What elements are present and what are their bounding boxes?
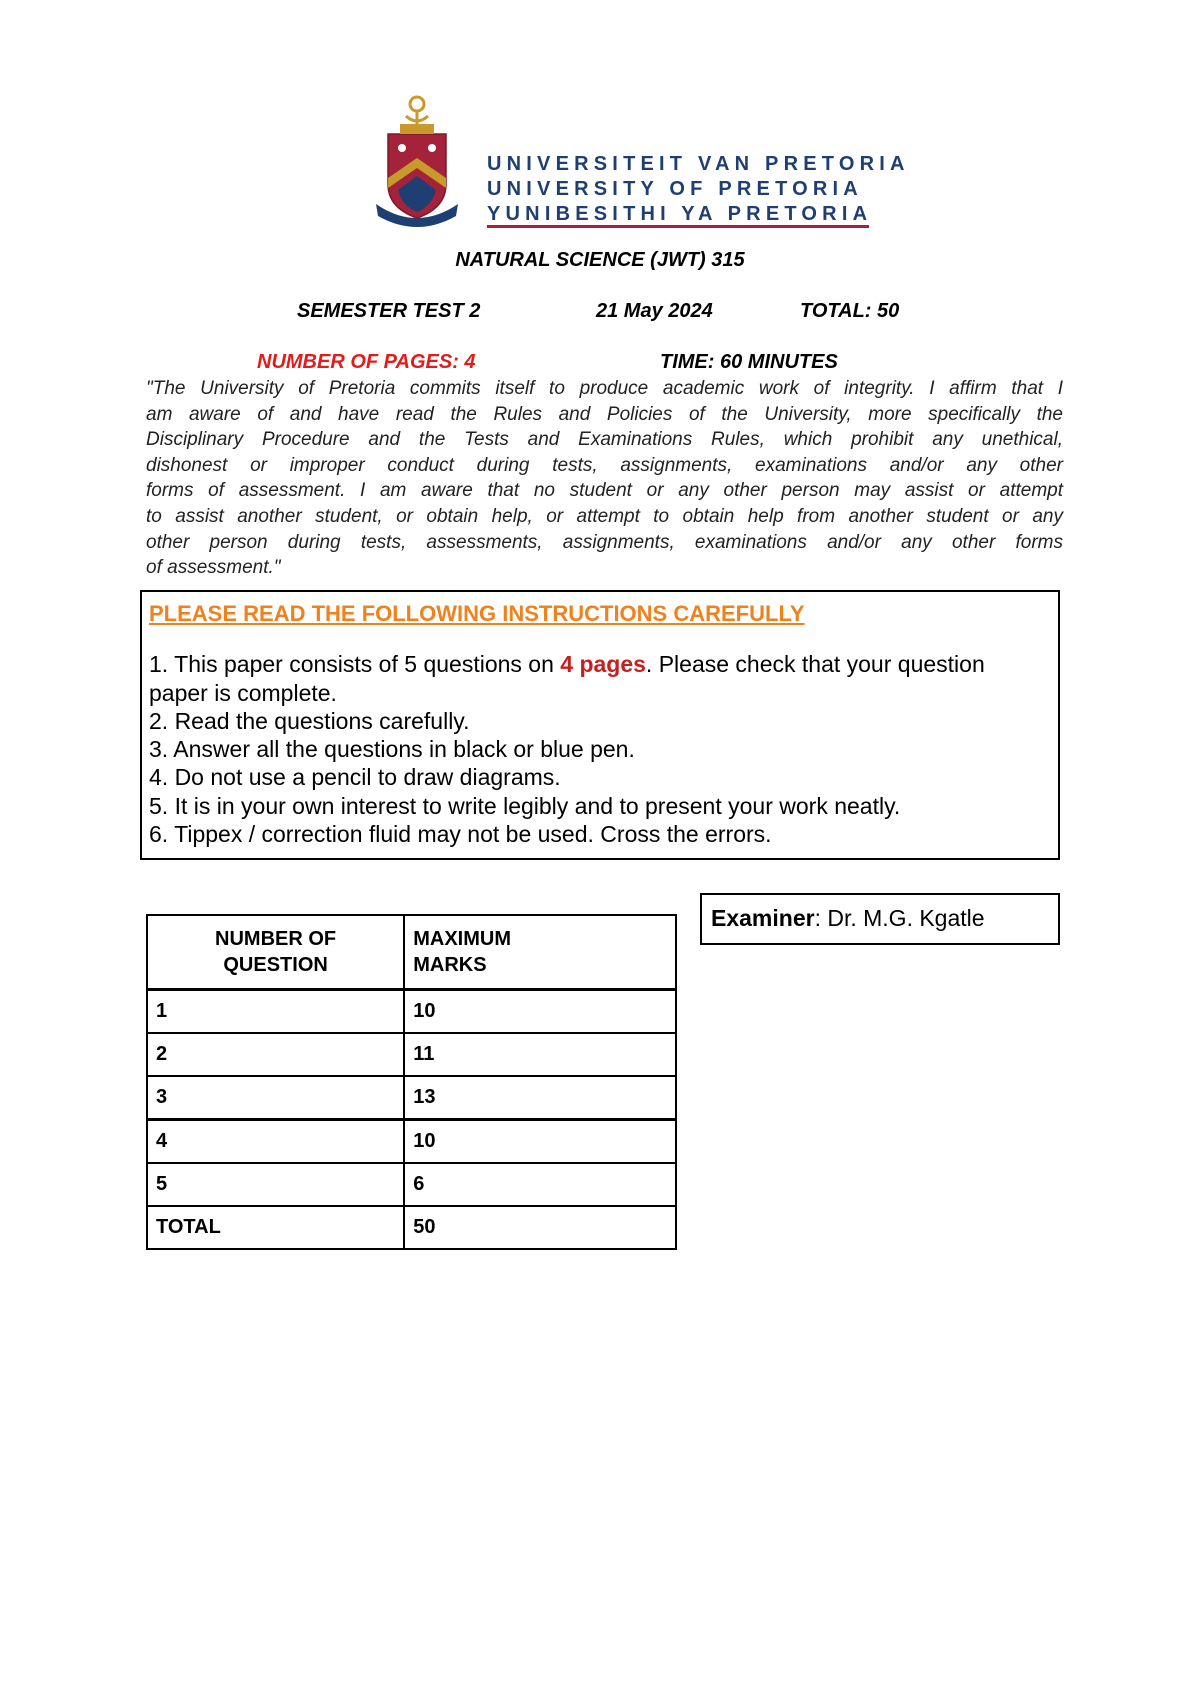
declaration-line: forms of assessment. I am aware that no student or any other person may assist or attempt (146, 480, 1063, 502)
test-time: TIME: 60 MINUTES (660, 351, 838, 373)
table-row (147, 1076, 676, 1120)
marks-cell: 10 (404, 1120, 676, 1164)
table-row (147, 1033, 676, 1076)
instruction-item: 6. Tippex / correction fluid may not be used. Cross the errors. (149, 821, 772, 848)
table-row (147, 990, 676, 1034)
instruction-item (149, 650, 1051, 678)
question-cell: 5 (147, 1163, 404, 1206)
header-text: MAXIMUM (413, 928, 511, 950)
marks-cell: 6 (404, 1163, 676, 1206)
declaration-line: "The University of Pretoria commits itself to produce academic work of integrity. I affirm that I (146, 378, 1063, 399)
integrity-declaration (146, 376, 1063, 581)
declaration-line: other person during tests, assessments, assignments, examinations and/or any other forms (146, 531, 1063, 553)
declaration-line: Disciplinary Procedure and the Tests and Examinations Rules, which prohibit any unethical, (146, 429, 1063, 451)
logo-line-english: UNIVERSITY OF PRETORIA (487, 178, 863, 200)
question-cell: 2 (147, 1033, 404, 1076)
logo-line-sepedi: YUNIBESITHI YA PRETORIA (487, 203, 873, 225)
logo-line-afrikaans: UNIVERSITEIT VAN PRETORIA (487, 153, 910, 175)
declaration-line: dishonest or improper conduct during tests, assignments, examinations and/or any other (146, 454, 1063, 476)
examiner-name: : Dr. M.G. Kgatle (814, 905, 985, 931)
table-total-row (147, 1206, 676, 1249)
instructions-heading: PLEASE READ THE FOLLOWING INSTRUCTIONS CAREFULLY (149, 601, 805, 626)
marks-cell: 13 (404, 1076, 676, 1120)
test-date: 21 May 2024 (596, 300, 713, 322)
course-title: NATURAL SCIENCE (JWT) 315 (455, 249, 745, 271)
university-logo (372, 92, 910, 232)
test-total: TOTAL: 50 (800, 300, 900, 322)
marks-cell: 10 (404, 990, 676, 1034)
instruction-item: 2. Read the questions carefully. (149, 707, 470, 734)
examiner-label: Examiner (711, 905, 815, 931)
examiner-box (700, 893, 1060, 945)
instruction-item: 5. It is in your own interest to write legibly and to present your work neatly. (149, 792, 901, 819)
marks-table (146, 914, 677, 1250)
marks-cell: 50 (404, 1206, 676, 1249)
instruction-text: 1. This paper consists of 5 questions on (149, 651, 561, 678)
question-cell: 3 (147, 1076, 404, 1120)
test-name: SEMESTER TEST 2 (297, 300, 481, 322)
page-count: NUMBER OF PAGES: 4 (257, 351, 476, 373)
marks-column-header (404, 915, 676, 990)
header-text: MARKS (413, 954, 487, 976)
crest-icon (372, 92, 462, 230)
declaration-line: of assessment." (146, 557, 281, 579)
header-text: NUMBER OF (215, 928, 337, 950)
logo-wordmark (487, 152, 910, 227)
declaration-line: am aware of and have read the Rules and Policies of the University, more specifically the (146, 403, 1063, 425)
table-header-row (147, 915, 676, 990)
instruction-item: 4. Do not use a pencil to draw diagrams. (149, 764, 561, 791)
page-count-emphasis: 4 pages (560, 651, 646, 678)
marks-cell: 11 (404, 1033, 676, 1076)
instruction-text: . Please check that your question (645, 651, 985, 678)
question-cell: 4 (147, 1120, 404, 1164)
declaration-line: to assist another student, or obtain help, or attempt to obtain help from another student or any (146, 505, 1063, 527)
table-row (147, 1163, 676, 1206)
question-cell: 1 (147, 990, 404, 1034)
question-cell: TOTAL (147, 1206, 404, 1249)
header-text: QUESTION (223, 954, 328, 976)
instruction-item: 3. Answer all the questions in black or blue pen. (149, 736, 635, 763)
table-row (147, 1120, 676, 1164)
instruction-item: paper is complete. (149, 679, 337, 706)
logo-underline (487, 225, 869, 228)
question-column-header (147, 915, 404, 990)
instructions-box (140, 590, 1060, 860)
